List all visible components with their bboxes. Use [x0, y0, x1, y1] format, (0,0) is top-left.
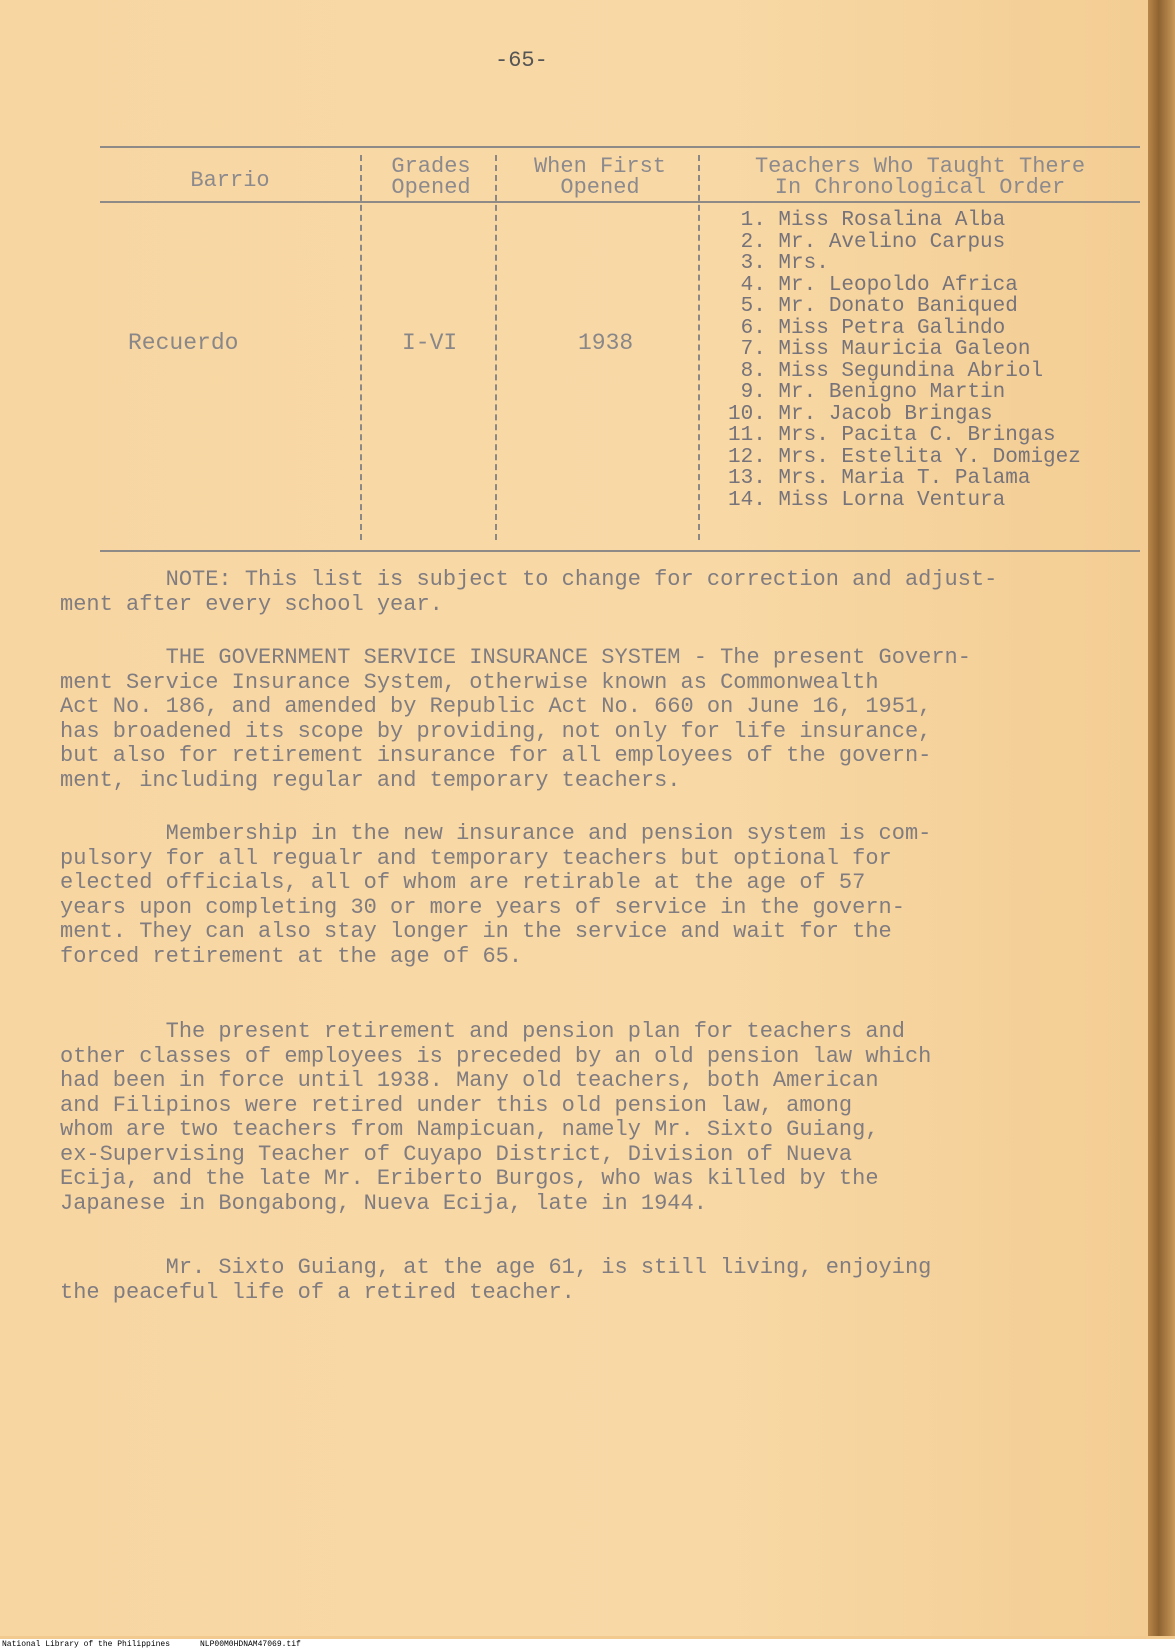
list-item: 9. Mr. Benigno Martin — [728, 381, 1006, 404]
header-when-first-opened: When First Opened — [533, 154, 667, 200]
table-top-rule — [100, 146, 1140, 148]
column-divider — [360, 155, 362, 540]
page-number: -65- — [495, 48, 548, 73]
membership-paragraph: Membership in the new insurance and pension system is com- pulsory for all regualr and temporary teachers but optional for elected officials, all of whom are retirable at the age of 57 years upon completing 30 or more years of service in the govern- ment. They can also stay longer in the service and wait for the forced retirement at the age of 65. — [60, 821, 932, 969]
list-item: 3. Mrs. — [728, 252, 829, 275]
list-item: 13. Mrs. Maria T. Palama — [728, 467, 1031, 490]
guiang-paragraph: Mr. Sixto Guiang, at the age 61, is still living, enjoying the peaceful life of a retired teacher. — [60, 1255, 932, 1305]
header-teachers: Teachers Who Taught There In Chronological Order — [754, 154, 1086, 200]
list-item: 10. Mr. Jacob Bringas — [728, 402, 993, 426]
archive-source: National Library of the Philippines — [2, 1640, 171, 1649]
pension-paragraph: The present retirement and pension plan for teachers and other classes of employees is preceded by an old pension law which had been in force until 1938. Many old teachers, both American and Filipinos were retired under this old pension law, among whom are two teachers from Nampicuan, namely Mr. Sixto Guiang, ex-Supervising Teacher of Cuyapo District, Division of Nueva Ecija, and the late Mr. Eriberto Burgos, who was killed by the Japanese in Bongabong, Nueva Ecija, late in 1944. — [60, 1019, 932, 1216]
list-item: 8. Miss Segundina Abriol — [728, 359, 1044, 383]
list-item: 1. Miss Rosalina Alba — [728, 209, 1006, 232]
list-item: 11. Mrs. Pacita C. Bringas — [728, 424, 1056, 447]
column-divider — [698, 155, 700, 540]
list-item: 14. Miss Lorna Ventura — [728, 488, 1006, 512]
archive-filename: NLP00M0HDNAM47069.tif — [200, 1640, 301, 1649]
list-item: 2. Mr. Avelino Carpus — [728, 230, 1006, 254]
column-divider — [495, 155, 497, 540]
note-paragraph: NOTE: This list is subject to change for correction and adjust- ment after every school year. — [60, 567, 998, 617]
table-header-rule — [100, 201, 1140, 203]
archive-footer — [0, 1639, 1175, 1650]
teachers-list — [728, 210, 1081, 511]
year-opened-cell: 1938 — [578, 330, 634, 356]
gsis-paragraph: THE GOVERNMENT SERVICE INSURANCE SYSTEM - The present Govern- ment Service Insurance System, otherwise known as Commonwealth Act No. 186, and amended by Republic Act No. 660 on June 16, 1951, has broadened its scope by providing, not only for life insurance, but also for retirement insurance for all employees of the govern- ment, including regular and temporary teachers. — [60, 645, 971, 793]
header-barrio: Barrio — [190, 168, 270, 193]
list-item: 5. Mr. Donato Baniqued — [728, 295, 1018, 318]
grades-cell: I-VI — [402, 330, 458, 356]
list-item: 6. Miss Petra Galindo — [728, 316, 1006, 340]
list-item: 4. Mr. Leopoldo Africa — [728, 273, 1018, 297]
table-bottom-rule — [100, 550, 1140, 552]
list-item: 12. Mrs. Estelita Y. Domigez — [728, 445, 1081, 469]
header-grades-opened: Grades Opened — [391, 154, 471, 200]
list-item: 7. Miss Mauricia Galeon — [728, 338, 1031, 361]
page-binding-edge — [1148, 0, 1175, 1636]
barrio-cell: Recuerdo — [128, 330, 239, 356]
